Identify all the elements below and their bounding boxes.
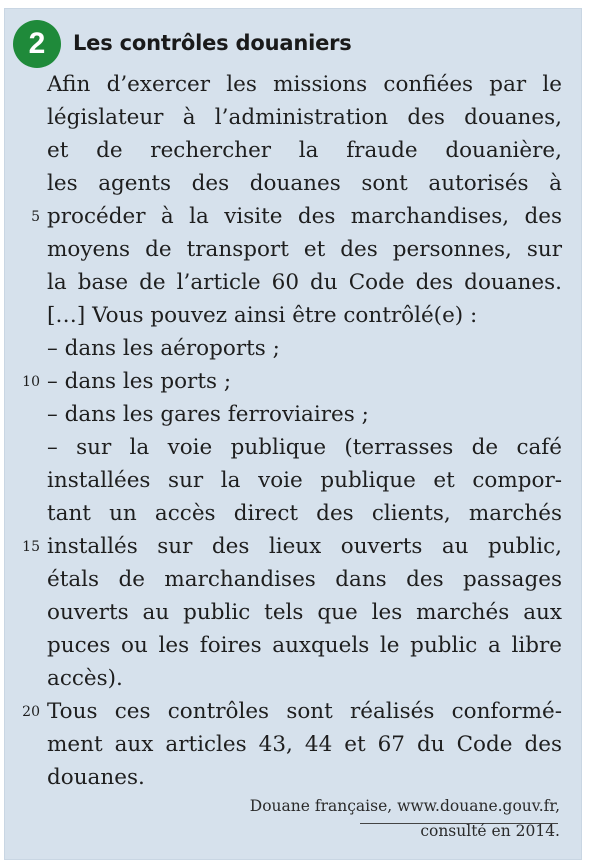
line-number: 15 (22, 539, 40, 555)
text-line: étals de marchandises dans des passages (47, 567, 562, 592)
text-line: et de rechercher la fraude douanière, (47, 138, 562, 163)
section-number-badge: 2 (13, 20, 61, 68)
text-line: […] Vous pouvez ainsi être contrôlé(e) : (47, 303, 478, 328)
text-line: puces ou les foires auxquels le public a libre (47, 633, 562, 658)
source-line-1: Douane française, www.douane.gouv.fr, (249, 797, 560, 815)
text-line: – dans les ports ; (47, 369, 232, 394)
text-line: ouverts au public tels que les marchés aux (47, 600, 562, 625)
text-line: – sur la voie publique (terrasses de café (47, 435, 562, 460)
line-number: 20 (22, 704, 40, 720)
text-line: tant un accès direct des clients, marchés (47, 501, 562, 526)
section-title: Les contrôles douaniers (73, 31, 352, 55)
line-number: 10 (22, 374, 40, 390)
source-line-2: consulté en 2014. (420, 822, 560, 840)
text-line: installés sur des lieux ouverts au public, (47, 534, 562, 559)
text-line: Afin d’exercer les missions confiées par le (47, 72, 562, 97)
text-line: les agents des douanes sont autorisés à (47, 171, 562, 196)
text-line: douanes. (47, 765, 145, 790)
text-line: moyens de transport et des personnes, sur (47, 237, 562, 262)
text-line: accès). (47, 666, 123, 691)
text-line: ment aux articles 43, 44 et 67 du Code des (47, 732, 562, 757)
text-line: législateur à l’administration des douanes, (47, 105, 562, 130)
text-line: procéder à la visite des marchandises, des (47, 204, 562, 229)
text-line: installées sur la voie publique et compor- (47, 468, 562, 493)
line-number: 5 (31, 209, 40, 225)
text-line: la base de l’article 60 du Code des douanes. (47, 270, 562, 295)
text-line: – dans les aéroports ; (47, 336, 280, 361)
text-line: – dans les gares ferroviaires ; (47, 402, 369, 427)
text-line: Tous ces contrôles sont réalisés conformé- (47, 699, 562, 724)
